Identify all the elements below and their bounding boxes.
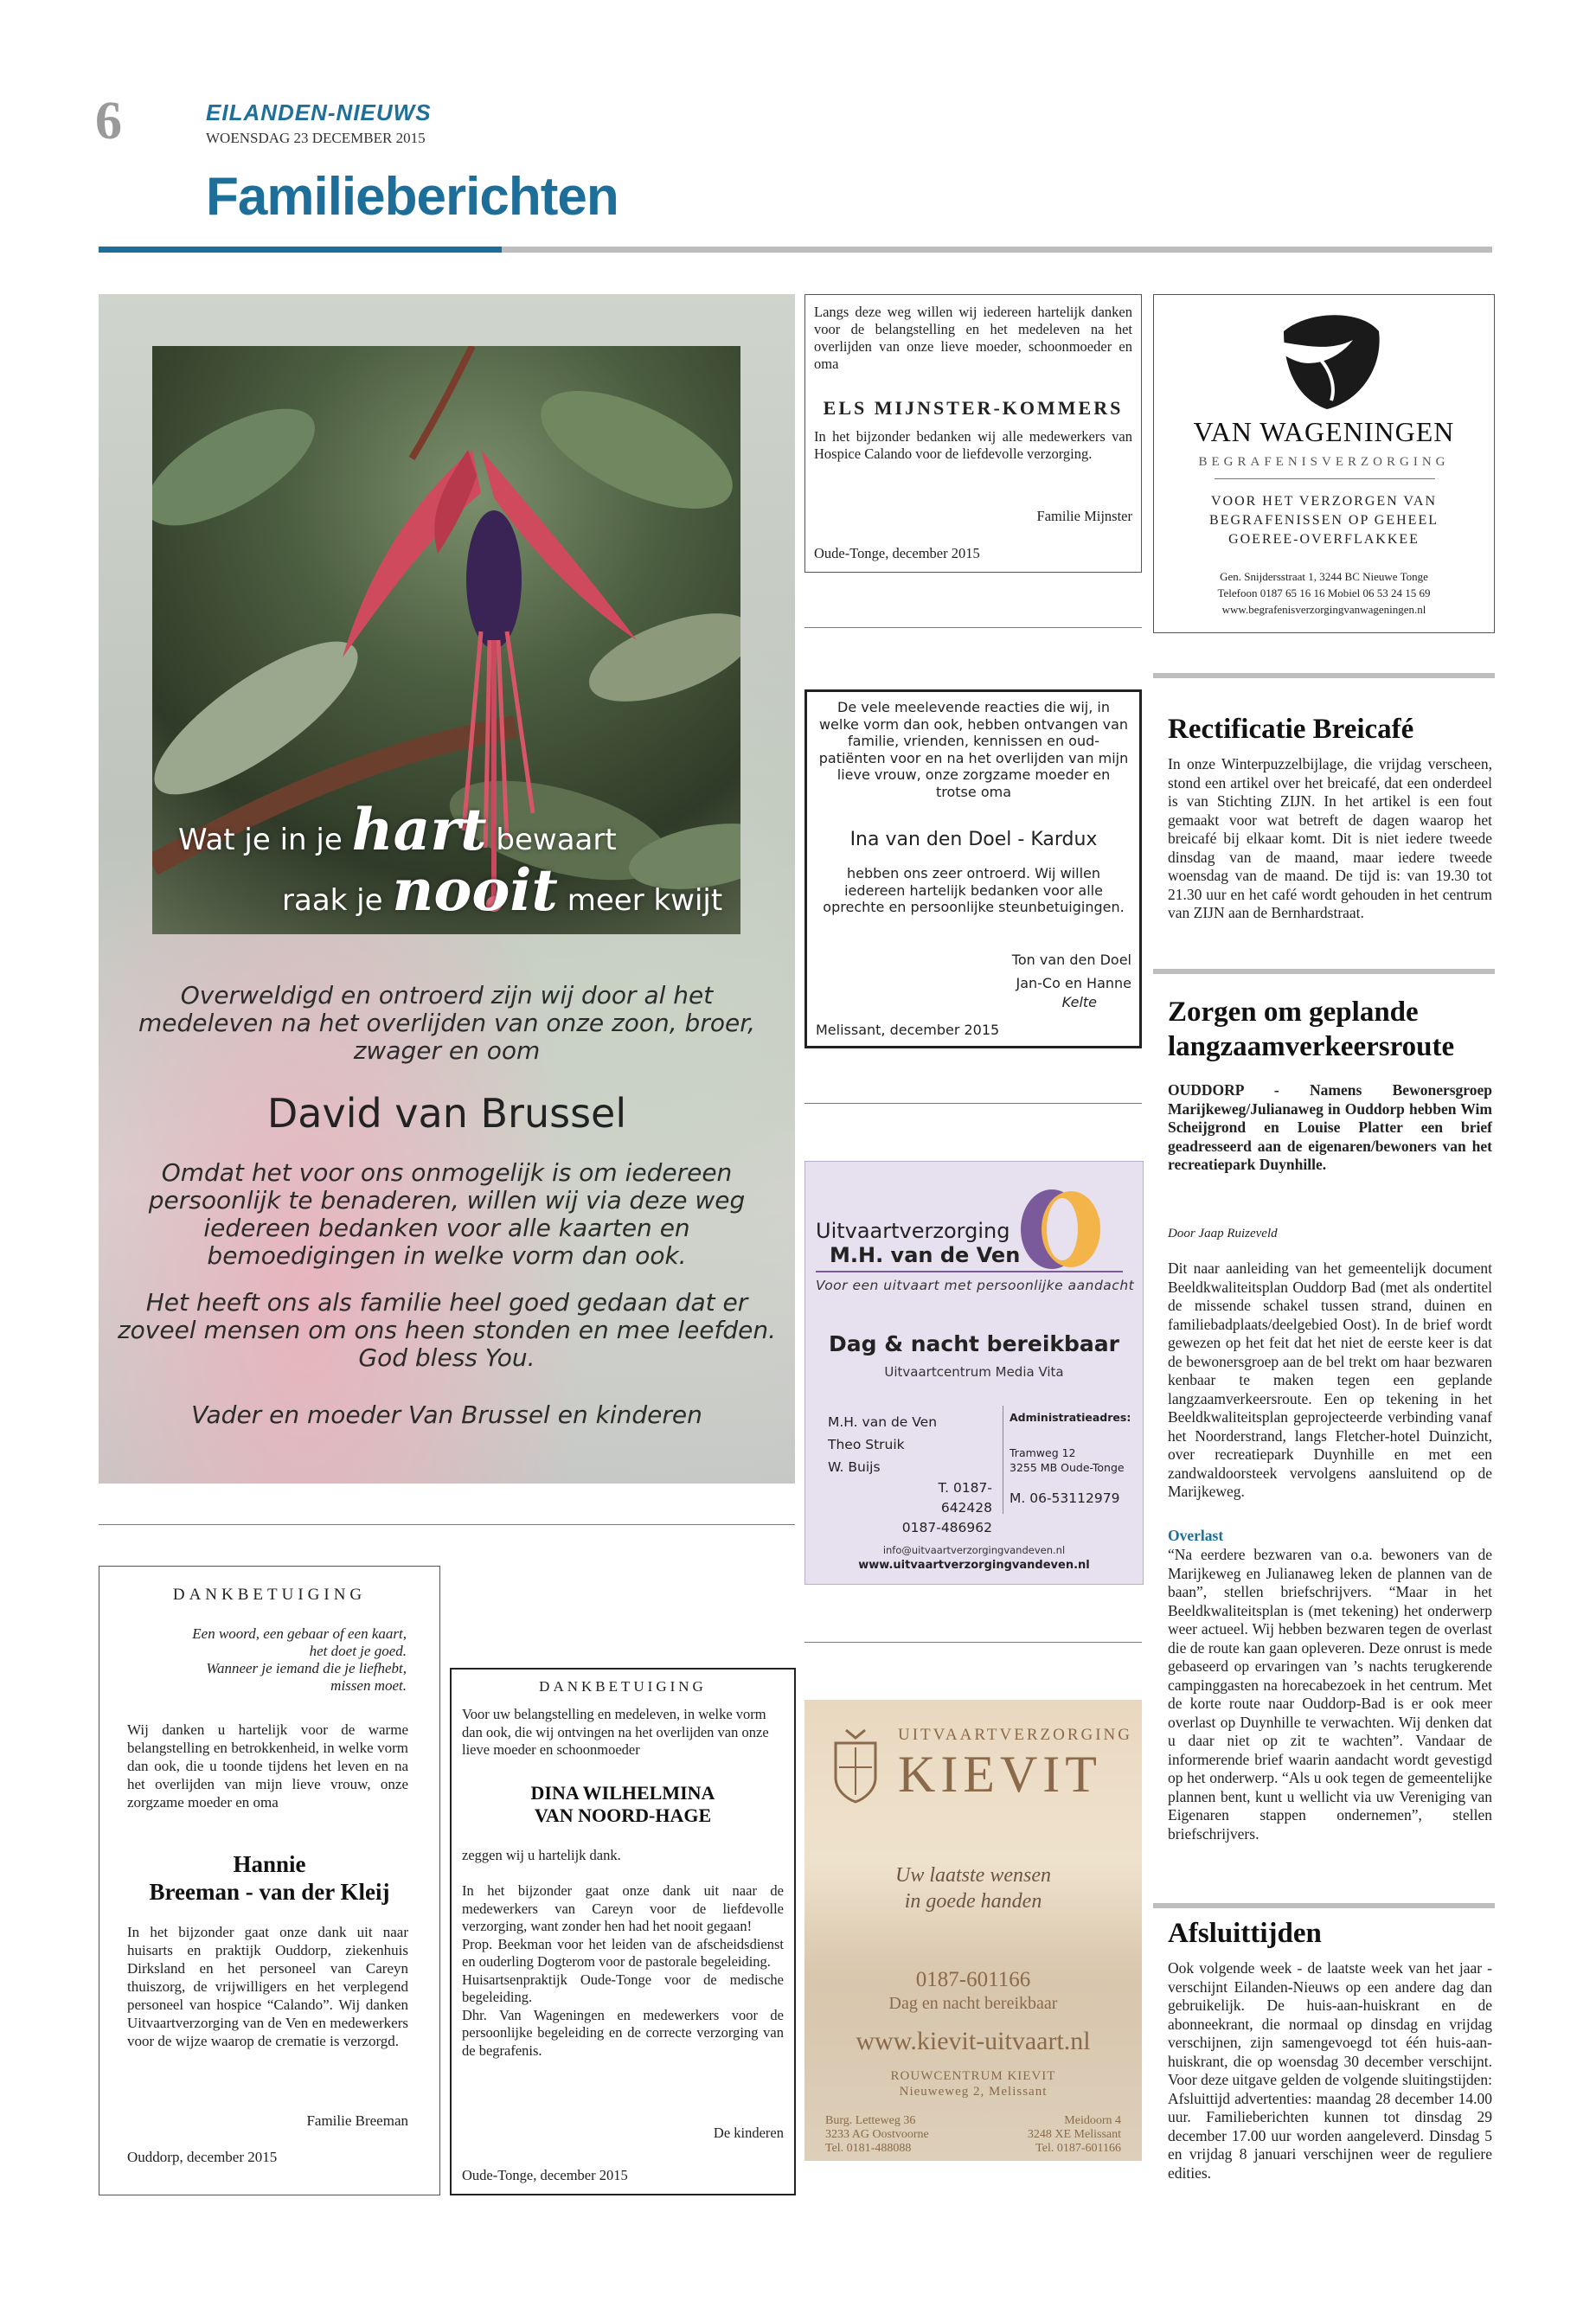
header-rule xyxy=(502,247,1492,253)
ad-van-noord-hage xyxy=(450,1668,796,2195)
vandoel-body: hebben ons zeer ontroerd. Wij willen iedereen hartelijk bedanken voor alle oprechte en persoonlijke steunbetuigingen. xyxy=(823,865,1125,915)
kievit-phone: 0187-601166 xyxy=(915,1968,1031,1991)
kievit-address-right xyxy=(977,2114,1121,2156)
rouwcentrum-name: ROUWCENTRUM KIEVIT xyxy=(890,2069,1056,2083)
noordhage-intro: Voor uw belangstelling en medeleven, in welke vorm dan ook, die wij ontvingen na het overlijden van onze lieve moeder en schoonmoeder xyxy=(462,1706,769,1758)
breeman-intro: Wij danken u hartelijk voor de warme belangstelling en betrokkenheid, in welke vorm dan ook, die u toonde tijdens het leven en na het overlijden van mijn lieve vrouw, onze zorgzame moeder en oma xyxy=(127,1721,408,1811)
column-divider xyxy=(804,1642,1142,1643)
memorial-signature: Vader en moeder Van Brussel en kinderen xyxy=(191,1400,702,1429)
article-zorgen-body-2: “Na eerdere bezwaren van o.a. bewoners van de Marijkeweg en Julianaweg leken de plannen van de baan”, stellen briefschrijvers. “Maar in het Beeldkwaliteitsplan is (met tekening) het onderwerp weer actueel. Wij hebben bezwaren tegen de overlast die de route kan gaan opleveren. Deze onrust is mede gebaseerd op ervaringen van ’s nachts terugkerende campinggasten na horecabezoek in het centrum. Met de korte route naar Ouddorp-Bad is er ook meer overlast op Duynhille te verwachten. Wij denken dat u daar niet op zit te wachten”. Vandaar de informerende brief waarin aandacht wordt gevestigd op het onderwerp. “Als u ook tegen de gemeentelijke plannen bent, kunt u wellicht via uw Vereniging van Eigenaren stappen ondernemen”, stellen briefschrijvers. xyxy=(1168,1546,1492,1843)
divider xyxy=(1215,478,1435,479)
memorial-ad-van-brussel xyxy=(99,294,795,1484)
name-line: VAN NOORD-HAGE xyxy=(534,1804,712,1826)
mijnster-name: ELS MIJNSTER-KOMMERS xyxy=(823,397,1124,419)
rouwcentrum-address: Nieuweweg 2, Melissant xyxy=(899,2085,1048,2099)
mijnster-signed: Familie Mijnster xyxy=(1036,508,1132,524)
phone: Tel. 0181-488088 xyxy=(825,2142,912,2155)
breeman-heading: DANKBETUIGING xyxy=(172,1586,367,1604)
vanwag-services xyxy=(1154,492,1494,549)
mhven-mobile: M. 06-53112979 xyxy=(1010,1490,1120,1506)
article-zorgen-body-1: Dit naar aanleiding van het gemeentelijk document Beeldkwaliteitsplan Ouddorp Bad (met als ondertitel de missende schakel tussen strand, duinen en familiebadplaats/deelgebied Oost). In de brief wordt gewezen op het feit dat het niet de eerste keer is dat de bewonersgroep aan de bel trekt om haar bezwaren kenbaar te maken tegen een geplande langzaamverkeersroute. Een op tekening in het Beeldkwaliteitsplan geprojecteerde verbinding vanaf het Noorderstrand, langs Fletcher-hotel Duinzicht, over recreatiepark Duynhille en met een zandwaldoorsteek vervolgens aansluitend op de Marijkeweg. xyxy=(1168,1259,1492,1500)
column-divider xyxy=(804,1103,1142,1104)
header-rule-accent xyxy=(99,247,502,253)
issue-date: WOENSDAG 23 DECEMBER 2015 xyxy=(206,130,426,146)
ad-mijnster xyxy=(804,294,1142,573)
kievit-website-link[interactable]: www.kievit-uitvaart.nl xyxy=(856,2027,1091,2055)
breeman-signed: Familie Breeman xyxy=(306,2112,408,2129)
phone: T. 0187-642428 xyxy=(938,1480,992,1516)
noordhage-thanks: zeggen wij u hartelijk dank. xyxy=(462,1847,621,1863)
logo-circles-icon xyxy=(1017,1186,1112,1272)
address: Burg. Letteweg 36 xyxy=(825,2114,916,2127)
noordhage-name xyxy=(452,1782,794,1827)
body-paragraph: Huisartsenpraktijk Oude-Tonge voor de medische begeleiding. xyxy=(462,1971,784,2005)
memorial-paragraph-1: Omdat het voor ons onmogelijk is om iedereen persoonlijk te benaderen, willen wij via deze weg iedereen bedanken voor alle kaarten en bemoedigingen in welke vorm dan ook. xyxy=(148,1158,746,1270)
slogan-line: in goede handen xyxy=(904,1890,1042,1913)
article-separator xyxy=(1153,673,1495,678)
vanwag-contact xyxy=(1154,568,1494,618)
breeman-place: Ouddorp, december 2015 xyxy=(127,2149,278,2165)
ad-breeman xyxy=(99,1566,440,2195)
kievit-name: KIEVIT xyxy=(898,1746,1102,1803)
quote-line-2 xyxy=(282,856,722,924)
masthead-logo: EILANDEN-NIEUWS xyxy=(206,99,432,125)
column-divider xyxy=(99,1524,795,1525)
article-afsluittijden-body: Ook volgende week - de laatste week van het jaar - verschijnt Eilanden-Nieuws op een andere dag dan gebruikelijk. De huis-aan-huiskrant en de abonneekrant, die normaal op dinsdag en vrijdag verschijnen, zijn samengevoegd tot één huis-aan-huiskrant, die op woensdag 30 december verschijnt. Voor deze uitgave gelden de volgende sluitingstijden: Afsluittijd advertenties: maandag 28 december 14.00 uur. Familieberichten kunnen tot dinsdag 29 december 17.00 uur worden aangeleverd. Dinsdag 5 en vrijdag 8 januari verschijnen weer de reguliere edities. xyxy=(1168,1959,1492,2182)
phone: Telefoon 0187 65 16 16 Mobiel 06 53 24 15 69 xyxy=(1217,586,1431,599)
service-line: VOOR HET VERZORGEN VAN xyxy=(1210,494,1438,509)
noordhage-heading: DANKBETUIGING xyxy=(539,1678,707,1695)
mhven-headline: Dag & nacht bereikbaar xyxy=(829,1331,1119,1356)
website-link[interactable]: www.begrafenisverzorgingvanwageningen.nl xyxy=(1221,603,1426,616)
staff-name: Theo Struik xyxy=(828,1437,905,1452)
quote-line-1 xyxy=(178,796,617,863)
mhven-title2: M.H. van de Ven xyxy=(830,1243,1021,1267)
mijnster-body: In het bijzonder bedanken wij alle medewerkers van Hospice Calando voor de liefdevolle verzorging. xyxy=(814,428,1132,462)
quote-word-hart: hart xyxy=(351,796,487,863)
ad-van-den-doel xyxy=(804,689,1142,1048)
address: Gen. Snijdersstraat 1, 3244 BC Nieuwe Tonge xyxy=(1220,570,1428,583)
headline-zorgen: Zorgen om geplande langzaamverkeersroute xyxy=(1168,997,1455,1062)
kievit-slogan xyxy=(804,1862,1142,1914)
poem-line: Wanneer je iemand die je liefhebt, xyxy=(206,1660,407,1676)
mhven-title1: Uitvaartverzorging xyxy=(816,1219,1010,1243)
signer: Ton van den Doel xyxy=(1011,952,1131,968)
kievit-top: UITVAARTVERZORGING xyxy=(898,1726,1132,1744)
quote-text: meer kwijt xyxy=(567,883,723,918)
ad-kievit xyxy=(804,1700,1142,2161)
article-separator xyxy=(1153,969,1495,974)
mhven-admin-address xyxy=(1010,1445,1125,1475)
kievit-address-left xyxy=(825,2114,929,2156)
crest-logo-icon xyxy=(829,1726,882,1804)
ad-mh-van-de-ven xyxy=(804,1161,1144,1585)
article-separator xyxy=(1153,1903,1495,1908)
address: Meidoorn 4 xyxy=(1064,2114,1121,2127)
name-line: Breeman - van der Kleij xyxy=(149,1879,390,1905)
address: Tramweg 12 xyxy=(1010,1446,1076,1459)
breeman-body: In het bijzonder gaat onze dank uit naar huisarts en praktijk Ouddorp, ziekenhuis Dirksland en het personeel van Careyn thuiszorg, de vrijwilligers en het verplegend personeel van hospice “Calando”. Wij danken Uitvaartverzorging van de Ven en medewerkers voor de wijze waarop de crematie is verzorgd. xyxy=(127,1924,408,2049)
mijnster-place: Oude-Tonge, december 2015 xyxy=(814,545,980,561)
signer: Jan-Co en Hanne xyxy=(1016,975,1131,991)
deceased-name: David van Brussel xyxy=(266,1090,627,1137)
headline-afsluittijden: Afsluittijden xyxy=(1168,1918,1322,1949)
poem-line: missen moet. xyxy=(330,1677,407,1694)
dove-logo-icon xyxy=(1258,305,1388,418)
mhven-phones xyxy=(892,1478,992,1538)
quote-text: raak je xyxy=(282,883,383,918)
poem-line: Een woord, een gebaar of een kaart, xyxy=(192,1625,407,1642)
vanwag-sub: BEGRAFENISVERZORGING xyxy=(1198,455,1450,469)
vanwag-name: VAN WAGENINGEN xyxy=(1193,416,1455,447)
name-line: Hannie xyxy=(233,1851,306,1877)
noordhage-place: Oude-Tonge, december 2015 xyxy=(462,2167,628,2183)
name-line: DINA WILHELMINA xyxy=(530,1782,715,1804)
service-line: BEGRAFENISSEN OP GEHEEL xyxy=(1209,513,1439,528)
kievit-rouwcentrum xyxy=(804,2068,1142,2099)
address: 3255 MB Oude-Tonge xyxy=(1010,1461,1125,1474)
noordhage-signed: De kinderen xyxy=(713,2125,784,2141)
body-paragraph: Prop. Beekman voor het leiden van de afscheidsdienst en ouderling Dogterom voor de pastorale begeleiding. xyxy=(462,1935,784,1970)
article-byline: Door Jaap Ruizeveld xyxy=(1168,1227,1278,1240)
phone: 0187-486962 xyxy=(901,1520,992,1535)
fuchsia-photo xyxy=(152,346,740,934)
mhven-center: Uitvaartcentrum Media Vita xyxy=(884,1364,1064,1380)
article-zorgen-lead: OUDDORP - Namens Bewonersgroep Marijkeweg/Julianaweg in Ouddorp hebben Wim Scheijgrond en Louise Platter een brief geadresseerd aan de eigenaren/bewoners van het recreatiepark Duynhille. xyxy=(1168,1081,1492,1173)
quote-word-nooit: nooit xyxy=(392,856,558,924)
headline-rectificatie: Rectificatie Breicafé xyxy=(1168,714,1414,745)
quote-text: bewaart xyxy=(496,823,617,857)
signer: Kelte xyxy=(1061,994,1097,1010)
breeman-poem xyxy=(117,1625,407,1695)
article-rectificatie-body: In onze Winterpuzzelbijlage, die vrijdag verscheen, stond een artikel over het breicafé, dat een onderdeel is van Stichting ZIJN. In het artikel is een fout gemaakt voor wat betreft de dagen waarop het breicafé bij elkaar komt. Dit is niet iedere tweede dinsdag van de maand, maar iedere tweede woensdag van de maand. De tijd is: van 19.30 tot 21.30 uur en het café wordt gehouden in het centrum van ZIJN aan de Bernhardstraat. xyxy=(1168,755,1492,921)
slogan-line: Uw laatste wensen xyxy=(895,1864,1051,1887)
section-title: Familieberichten xyxy=(206,167,619,227)
mhven-admin-title: Administratieadres: xyxy=(1010,1411,1131,1424)
mhven-website-link[interactable]: www.uitvaartverzorgingvandeven.nl xyxy=(858,1559,1090,1572)
mhven-tagline: Voor een uitvaart met persoonlijke aandacht xyxy=(816,1278,1135,1293)
poem-line: het doet je goed. xyxy=(309,1643,407,1659)
ad-van-wageningen xyxy=(1153,294,1495,633)
mhven-names xyxy=(828,1411,937,1478)
mijnster-intro: Langs deze weg willen wij iedereen hartelijk danken voor de belangstelling en het medeleven na het overlijden van onze lieve moeder, schoonmoeder en oma xyxy=(814,304,1132,372)
noordhage-body xyxy=(462,1882,784,2060)
column-divider xyxy=(804,627,1142,628)
body-paragraph: In het bijzonder gaat onze dank uit naar de medewerkers van Careyn voor de liefdevolle verzorging, want zonder hen had het nooit gegaan! xyxy=(462,1882,784,1934)
vandoel-signed xyxy=(1002,948,1131,1010)
breeman-name xyxy=(99,1850,439,1906)
divider xyxy=(816,1271,1123,1272)
address: 3233 AG Oostvoorne xyxy=(825,2128,929,2141)
page-number: 6 xyxy=(95,92,122,151)
mhven-email[interactable]: info@uitvaartverzorgingvandeven.nl xyxy=(882,1544,1066,1556)
service-line: GOEREE-OVERFLAKKEE xyxy=(1228,532,1420,547)
vandoel-name: Ina van den Doel - Kardux xyxy=(849,829,1098,850)
vandoel-intro: De vele meelevende reacties die wij, in welke vorm dan ook, hebben ontvangen van familie, vrienden, kennissen en oud-patiënten voor en na het overlijden van mijn lieve vrouw, onze zorgzame moeder en trotse oma xyxy=(818,699,1129,800)
vandoel-place: Melissant, december 2015 xyxy=(816,1022,1000,1038)
kievit-daynight: Dag en nacht bereikbaar xyxy=(888,1994,1058,2013)
staff-name: M.H. van de Ven xyxy=(828,1414,938,1430)
article-subhead: Overlast xyxy=(1168,1527,1224,1544)
body-paragraph: Dhr. Van Wageningen en medewerkers voor de persoonlijke begeleiding en de correcte verzorging van de begrafenis. xyxy=(462,2006,784,2059)
memorial-paragraph-2: Het heeft ons als familie heel goed gedaan dat er zoveel mensen om ons heen stonden en mee leefden. God bless You. xyxy=(117,1288,777,1372)
quote-text: Wat je in je xyxy=(178,823,343,857)
address: 3248 XE Melissant xyxy=(1027,2128,1121,2141)
phone: Tel. 0187-601166 xyxy=(1035,2142,1121,2155)
staff-name: W. Buijs xyxy=(828,1459,881,1475)
memorial-intro: Overweldigd en ontroerd zijn wij door al het medeleven na het overlijden van onze zoon, broer, zwager en oom xyxy=(138,981,756,1065)
